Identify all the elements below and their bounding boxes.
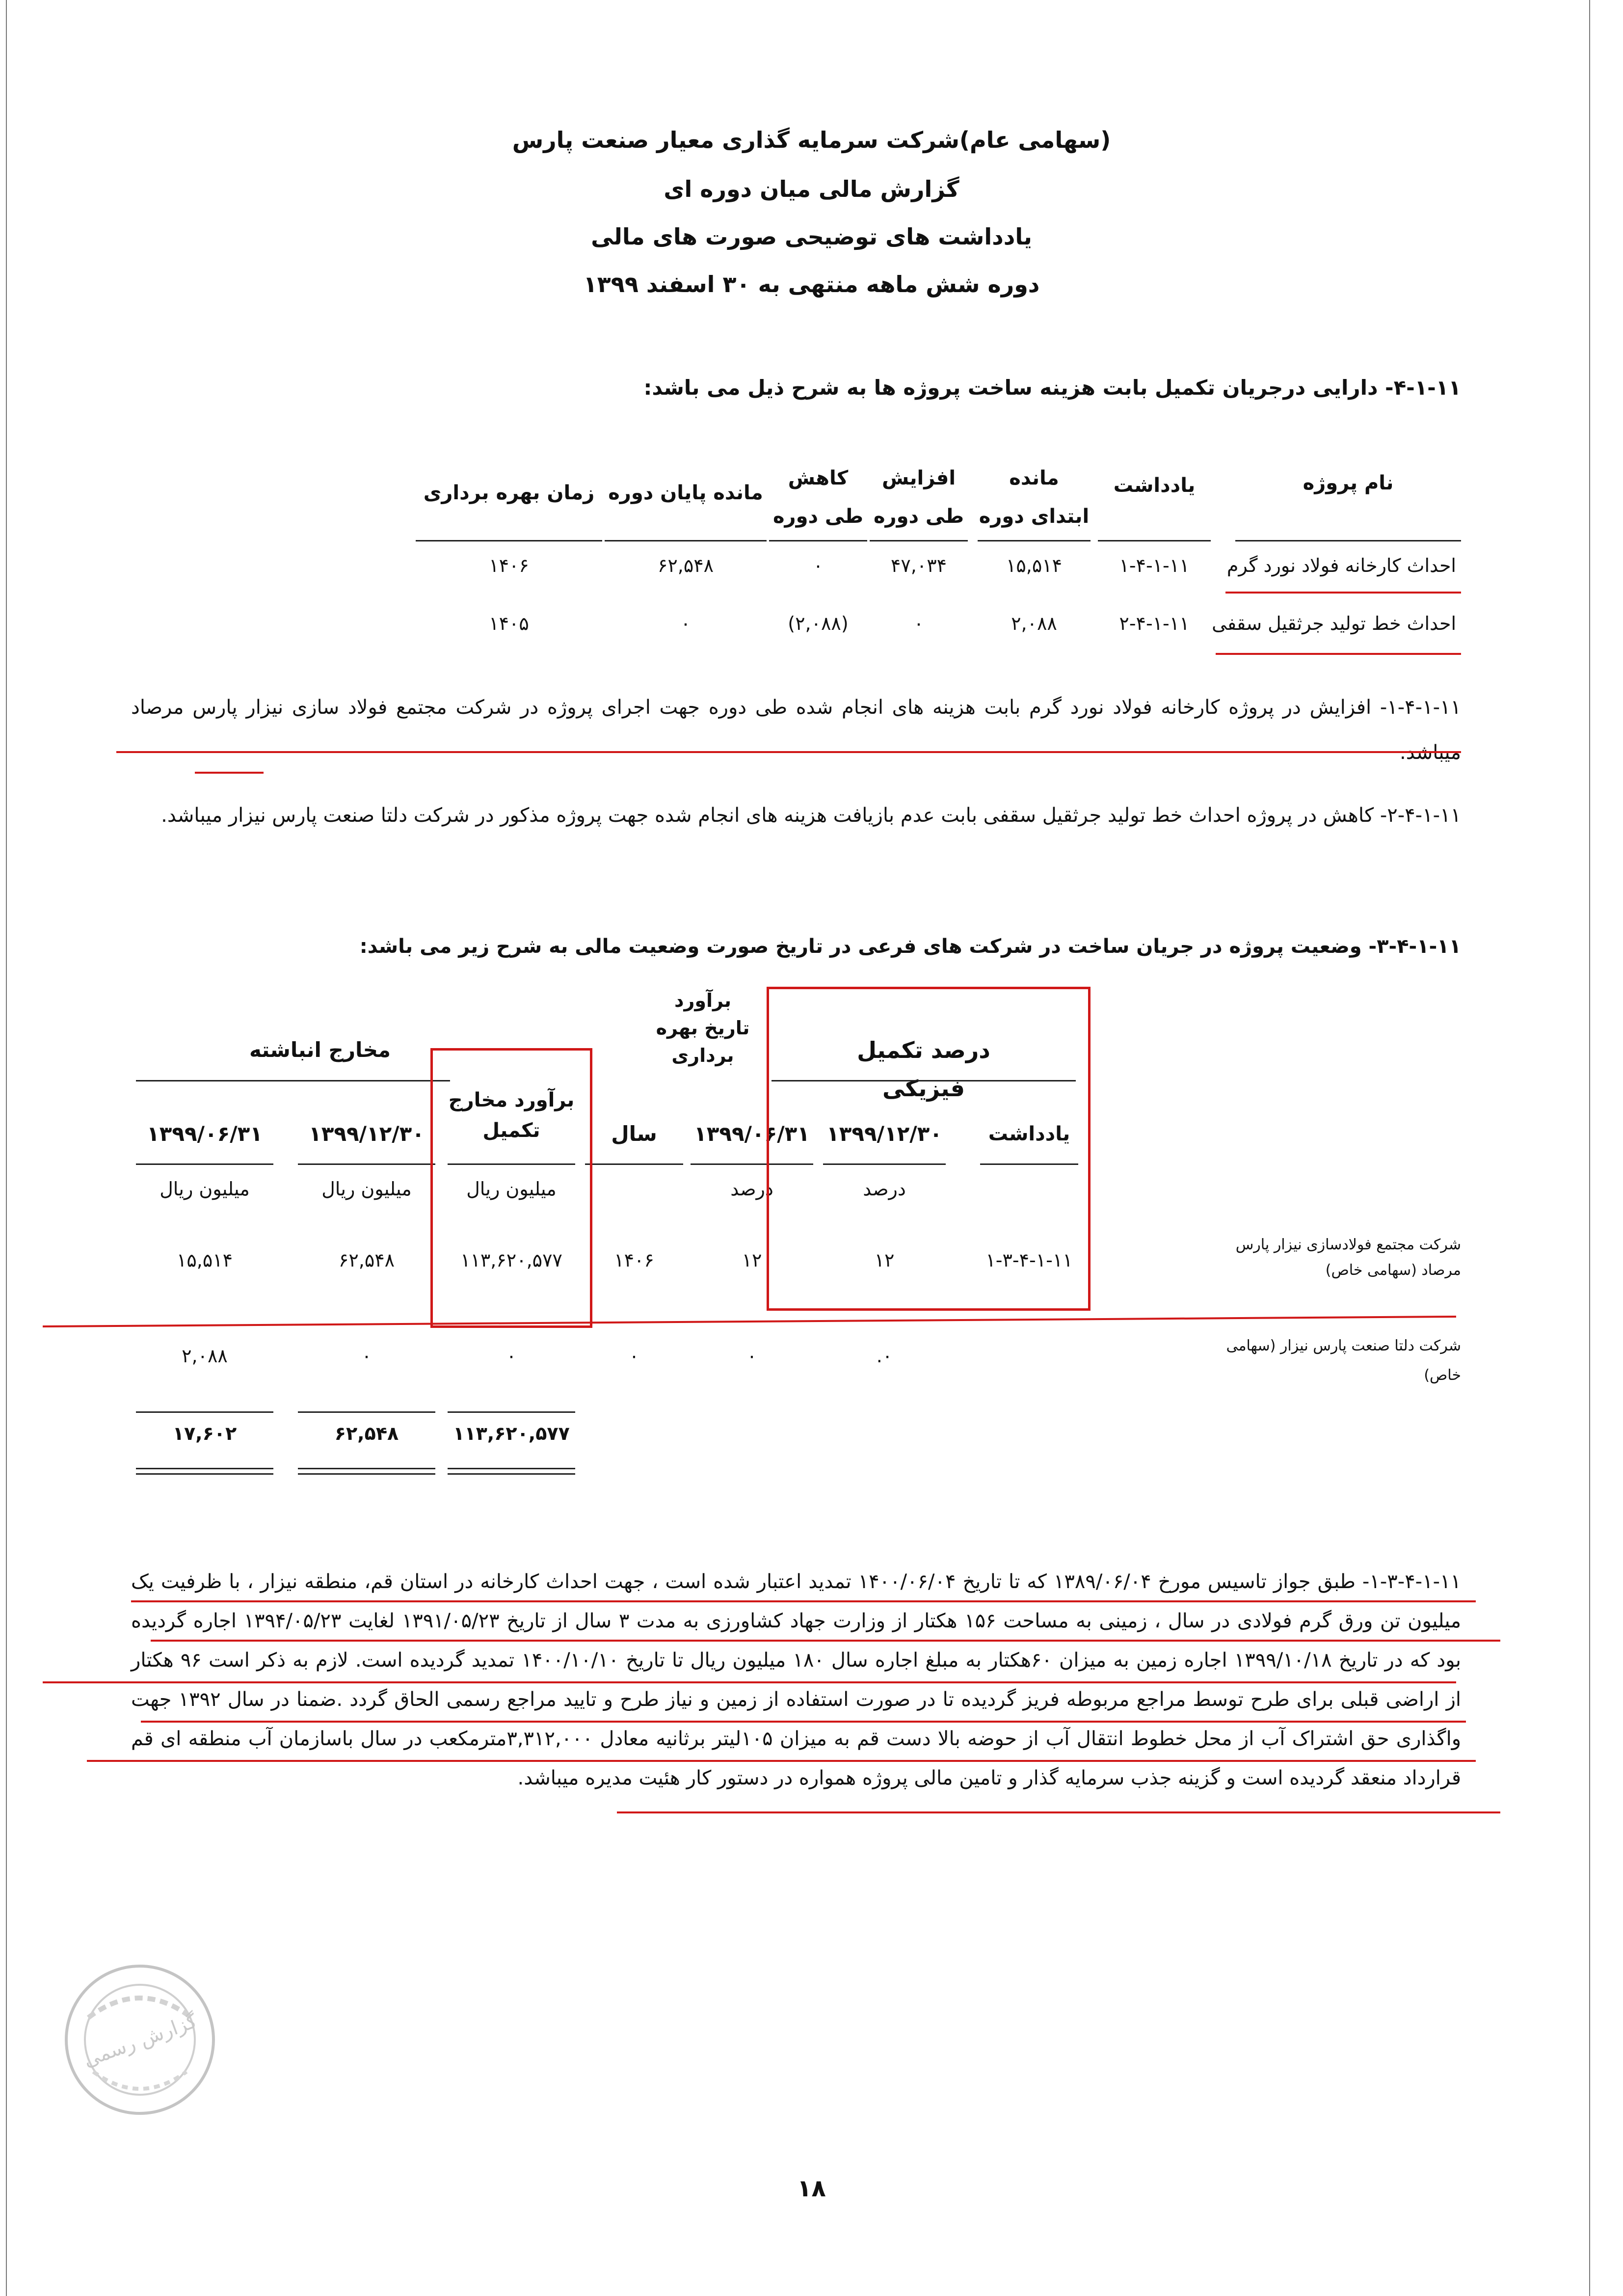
col-costs-1399-06-31: ۱۳۹۹/۰۶/۳۱ — [147, 1122, 263, 1146]
completion-percent: ۰. — [876, 1345, 893, 1367]
unit-million-rial: میلیون ریال — [321, 1178, 412, 1200]
col-closing-balance: مانده پایان دوره — [608, 482, 763, 504]
accumulated-cost: ۱۵,۵۱۴ — [176, 1249, 233, 1271]
completion-percent: ۱۲ — [742, 1249, 762, 1271]
red-underline — [617, 1811, 1500, 1813]
accumulated-cost: ۶۲,۵۴۸ — [338, 1249, 395, 1271]
red-highlight-box — [767, 987, 1091, 1311]
unit-percent: درصد — [730, 1178, 773, 1200]
col-decrease: کاهش طی دوره — [772, 467, 864, 528]
header-rule — [605, 540, 767, 541]
header-rule — [1235, 540, 1461, 541]
note-paragraph-2: ۲-۴-۱-۱۱- کاهش در پروژه احداث خط تولید جرثقیل سقفی بابت عدم بازیافت هزینه های انجام شده جهت پروژه مذکور در شرکت دلتا صنعت پارس نیزار میباشد. — [161, 804, 1461, 827]
header-rule — [978, 540, 1091, 541]
exploitation-year: ۰ — [629, 1345, 639, 1367]
col-exploitation-time: زمان بهره برداری — [423, 482, 595, 504]
total-rule — [298, 1411, 435, 1413]
notes-title: یادداشت های توضیحی صورت های مالی — [591, 223, 1032, 250]
col-note: یادداشت — [1113, 474, 1196, 497]
header-rule — [585, 1163, 683, 1165]
increase: ۰ — [913, 613, 924, 634]
report-title: گزارش مالی میان دوره ای — [664, 176, 959, 202]
red-underline — [195, 772, 264, 774]
section3-heading: ۳-۴-۱-۱۱- وضعیت پروژه در جریان ساخت در شرکت های فرعی در تاریخ صورت وضعیت مالی به شرح زیر می باشد: — [359, 935, 1461, 958]
total-double-rule — [448, 1468, 575, 1475]
firm-stamp — [59, 1959, 221, 2121]
decrease: ۰ — [813, 555, 824, 576]
opening-balance: ۱۵,۵۱۴ — [1006, 555, 1063, 576]
header-rule — [870, 540, 968, 541]
red-underline — [43, 1316, 1456, 1327]
project-name: احداث کارخانه فولاد نورد گرم — [1226, 555, 1456, 576]
group-exploitation-estimate: برآورد تاریخ بهره برداری — [656, 990, 750, 1066]
red-underline — [116, 751, 1461, 753]
accumulated-cost: ۰ — [361, 1345, 372, 1367]
red-underline — [1216, 653, 1461, 655]
col-project-name: نام پروژه — [1303, 472, 1394, 494]
col-year: سال — [611, 1122, 657, 1146]
col-note: یادداشت — [988, 1123, 1070, 1145]
company-title: (سهامی عام)شرکت سرمایه گذاری معیار صنعت پارس — [512, 127, 1111, 153]
note-paragraph-1: ۱-۴-۱-۱۱- افزایش در پروژه کارخانه فولاد نورد گرم بابت هزینه های انجام شده طی دوره جهت اجرای پروژه در شرکت مجتمع فولاد سازی نیزار پارس مرصاد میباشد. — [131, 696, 1461, 764]
note-ref: ۱-۳-۴-۱-۱۱ — [985, 1249, 1073, 1271]
total-double-rule — [136, 1468, 273, 1475]
col-increase: افزایش طی دوره — [873, 467, 964, 528]
total-estimate: ۱۱۳,۶۲۰,۵۷۷ — [453, 1423, 570, 1444]
total-double-rule — [298, 1468, 435, 1475]
completion-percent: ۰ — [746, 1345, 757, 1367]
total-rule — [136, 1411, 273, 1413]
col-completion-1399-12-30: ۱۳۹۹/۱۲/۳۰ — [826, 1122, 942, 1146]
completion-percent: ۱۲ — [874, 1249, 895, 1271]
completion-estimate: ۱۱۳,۶۲۰,۵۷۷ — [460, 1249, 562, 1271]
decrease: (۲,۰۸۸) — [788, 613, 849, 634]
exploitation-year: ۱۴۰۶ — [614, 1249, 654, 1271]
accumulated-cost: ۲,۰۸۸ — [182, 1345, 228, 1367]
col-completion-1399-06-31: ۱۳۹۹/۰۶/۳۱ — [694, 1122, 810, 1146]
note-paragraph-3: ۱-۳-۴-۱-۱۱- طبق جواز تاسیس مورخ ۱۳۸۹/۰۶/۰۴ که تا تاریخ ۱۴۰۰/۰۶/۰۴ تمدید اعتبار شده است ، جهت احداث کارخانه در استان قم، منطقه نیزار ، با ظرفیت یک میلیون تن ورق گرم فولادی در سال ، زمینی به مساحت ۱۵۶ هکتار از وزارت جهاد کشاورزی به مدت ۳ سال از تاریخ ۱۳۹۱/۰۵/۲۳ لغایت ۱۳۹۴/۰۵/۲۳ اجاره گردیده بود که در تاریخ ۱۳۹۹/۱۰/۱۸ اجاره زمین به میزان ۶۰هکتار به مبلغ اجاره سال ۱۸۰ میلیون ریال تا تاریخ ۱۴۰۰/۱۰/۱۰ تمدید گردیده است. لازم به ذکر است ۹۶ هکتار از اراضی قبلی برای طرح توسط مراجع مربوطه فریز گردیده تا در صورت استفاده از زمین و نیاز طرح و تایید مراجع رسمی الحاق گردد .ضمنا در سال ۱۳۹۲ جهت واگذاری حق اشتراک آب از محل خطوط انتقال آب از حوضه بالا دست قم به میزان ۱۰۵لیتر برثانیه معادل ۳,۳۱۲,۰۰۰مترمکعب در سال باسازمان آب منطقه ای قم قرارداد منعقد گردیده است و گزینه جذب سرمایه گذار و تامین مالی پروژه همواره در دستور کار هئیت مدیره میباشد. — [131, 1570, 1462, 1789]
header-rule — [1098, 540, 1211, 541]
red-underline — [151, 1640, 1500, 1642]
completion-estimate: ۰ — [506, 1345, 517, 1367]
col-costs-1399-12-30: ۱۳۹۹/۱۲/۳۰ — [309, 1122, 425, 1146]
exploitation-year: ۱۴۰۵ — [489, 613, 529, 634]
total-cost: ۱۷,۶۰۲ — [172, 1423, 237, 1444]
header-rule — [136, 1163, 273, 1165]
closing-balance: ۶۲,۵۴۸ — [657, 555, 714, 576]
closing-balance: ۰ — [680, 613, 691, 634]
col-opening-balance: مانده ابتدای دوره — [979, 467, 1090, 528]
group-accumulated-costs: مخارج انباشته — [249, 1038, 391, 1062]
header-rule — [416, 540, 602, 541]
header-rule — [769, 540, 867, 541]
project-name: احداث خط تولید جرثقیل سقفی — [1212, 613, 1456, 634]
exploitation-year: ۱۴۰۶ — [489, 555, 529, 576]
red-underline — [131, 1600, 1476, 1602]
red-underline — [87, 1760, 1476, 1762]
section1-heading: ۴-۱-۱۱- دارایی درجریان تکمیل بابت هزینه ساخت پروژه ها به شرح ذیل می باشد: — [643, 376, 1461, 400]
scan-edge-right — [1589, 0, 1590, 2296]
stamp-seal-icon — [59, 1959, 221, 2121]
group-rule — [136, 1080, 450, 1081]
red-underline — [43, 1681, 1456, 1683]
red-underline — [141, 1721, 1466, 1723]
unit-million-rial: میلیون ریال — [466, 1178, 557, 1200]
unit-million-rial: میلیون ریال — [160, 1178, 250, 1200]
red-underline — [1225, 592, 1461, 594]
header-rule — [298, 1163, 435, 1165]
note-ref: ۱-۴-۱-۱۱ — [1119, 555, 1190, 576]
red-highlight-box — [430, 1048, 592, 1328]
group-physical-completion: درصد تکمیل فیزیکی — [857, 1037, 990, 1102]
page-number: ۱۸ — [797, 2175, 826, 2202]
subsidiary-name: شرکت مجتمع فولادسازی نیزار پارس مرصاد (سهامی خاص) — [1235, 1236, 1461, 1279]
period-title: دوره شش ماهه منتهی به ۳۰ اسفند ۱۳۹۹ — [583, 271, 1040, 297]
subsidiary-name: شرکت دلتا صنعت پارس نیزار (سهامی خاص) — [1226, 1337, 1461, 1384]
total-rule — [448, 1411, 575, 1413]
total-cost: ۶۲,۵۴۸ — [334, 1423, 399, 1444]
unit-percent: درصد — [863, 1178, 906, 1200]
note-ref: ۲-۴-۱-۱۱ — [1119, 613, 1190, 634]
increase: ۴۷,۰۳۴ — [890, 555, 947, 576]
stamp-text: گزارش رسمی — [80, 2009, 200, 2072]
scan-edge-left — [6, 0, 7, 2296]
opening-balance: ۲,۰۸۸ — [1011, 613, 1057, 634]
col-completion-estimate: برآورد مخارج تکمیل — [448, 1089, 575, 1142]
